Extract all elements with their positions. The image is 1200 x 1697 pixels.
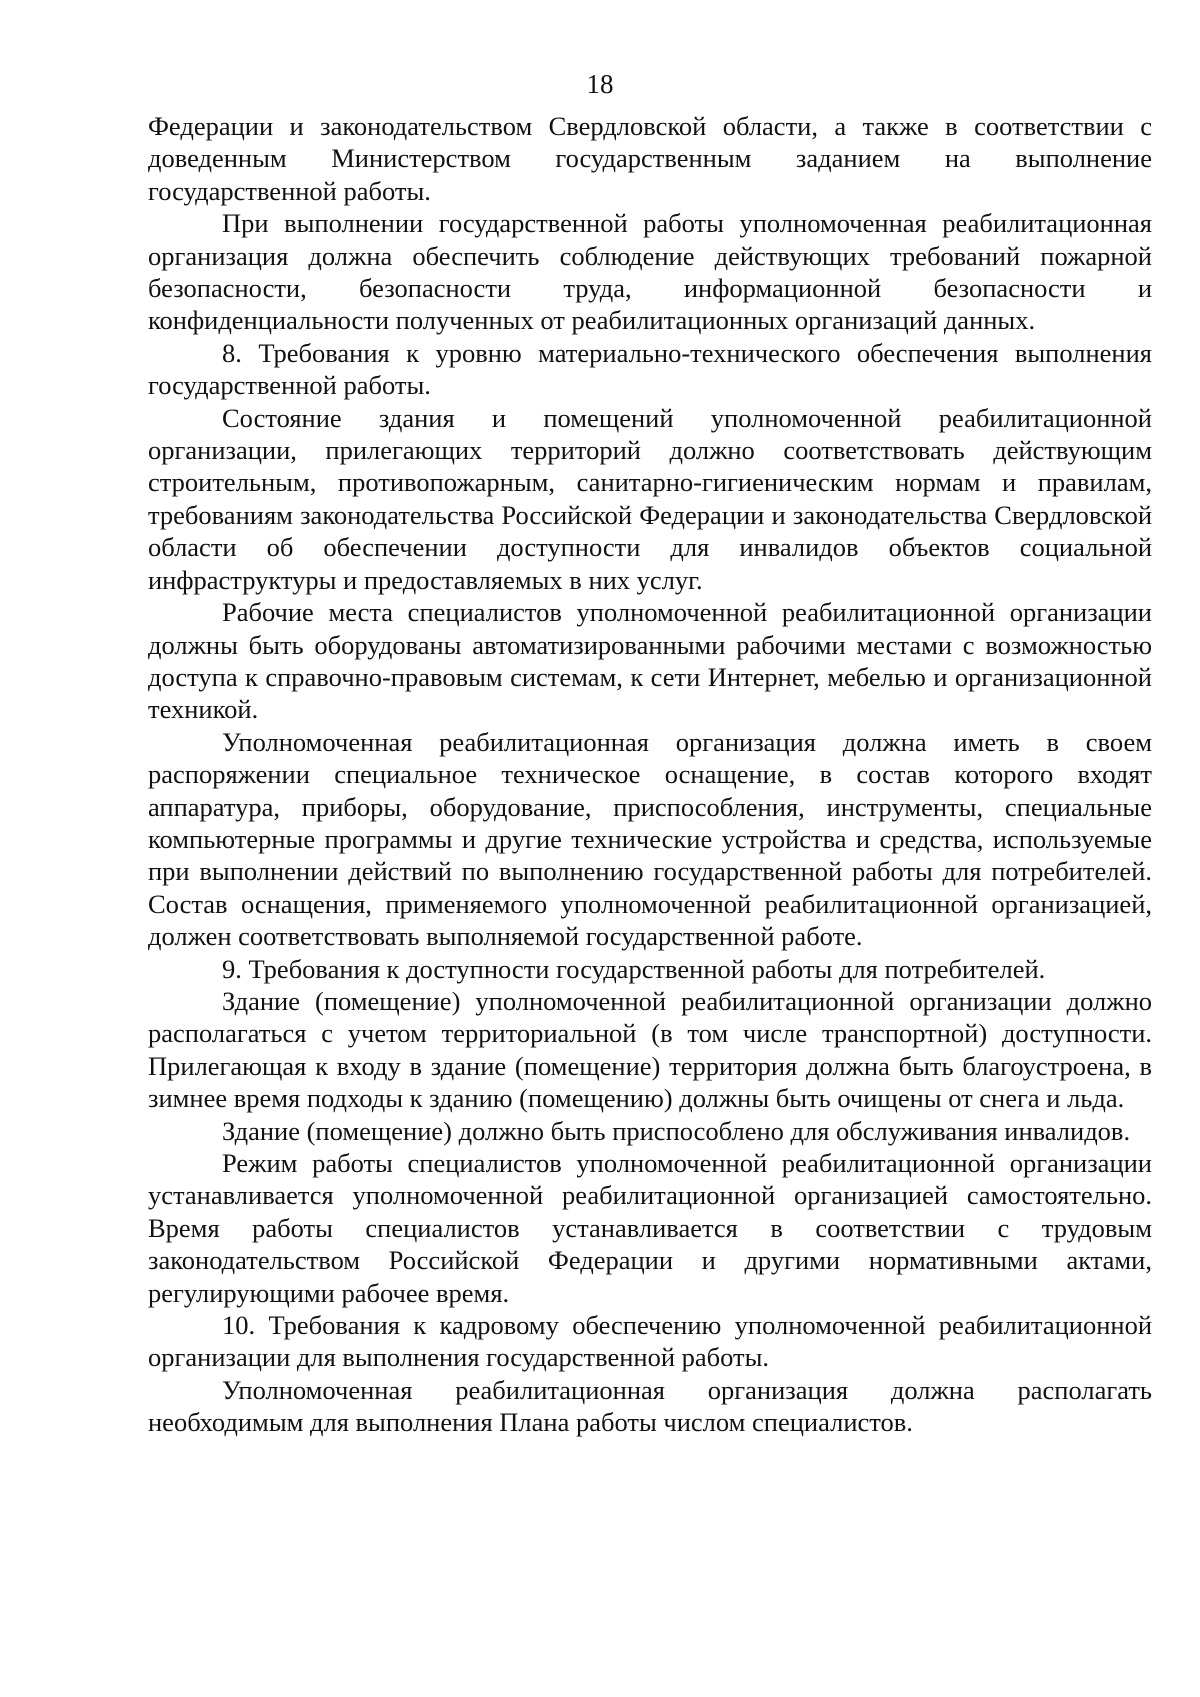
section-10-heading: 10. Требования к кадровому обеспечению уполномоченной реабилитационной организации для выполнения государственной работы. xyxy=(148,1310,1152,1373)
paragraph-12: Уполномоченная реабилитационная организация должна располагать необходимым для выполнения Плана работы числом специалистов. xyxy=(148,1374,1152,1438)
paragraph-2: При выполнении государственной работы уполномоченная реабилитационная организация должна обеспечить соблюдение действующих требований пожарной безопасности, безопасности труда, информационной безопасности и конфиденциальности полученных от реабилитационных организаций данных. xyxy=(148,208,1152,336)
paragraph-10: Режим работы специалистов уполномоченной реабилитационной организации устанавливается уполномоченной реабилитационной организацией самостоятельно. Время работы специалистов устанавливается в соответствии с трудовым законодательством Российской Федерации и другими нормативными актами, регулирующими рабочее время. xyxy=(148,1148,1152,1308)
document-body xyxy=(148,110,1152,1439)
paragraph-4: Состояние здания и помещений уполномоченной реабилитационной организации, прилегающих территорий должно соответствовать действующим строительным, противопожарным, санитарно-гигиеническим нормам и правилам, требованиям законодательства Российской Федерации и законодательства Свердловской области об обеспечении доступности для инвалидов объектов социальной инфраструктуры и предоставляемых в них услуг. xyxy=(148,402,1152,595)
page-number: 18 xyxy=(586,69,614,99)
paragraph-1: Федерации и законодательством Свердловской области, а также в соответствии с доведенным Министерством государственным заданием на выполнение государственной работы. xyxy=(148,111,1152,206)
paragraph-6: Уполномоченная реабилитационная организация должна иметь в своем распоряжении специальное техническое оснащение, в состав которого входят аппаратура, приборы, оборудование, приспособления, инструменты, специальные компьютерные программы и другие технические устройства и средства, используемые при выполнении действий по выполнению государственной работы для потребителей. Состав оснащения, применяемого уполномоченной реабилитационной организацией, должен соответствовать выполняемой государственной работе. xyxy=(148,726,1152,952)
section-8-heading: 8. Требования к уровню материально-технического обеспечения выполнения государственной работы. xyxy=(148,337,1152,401)
paragraph-9: Здание (помещение) должно быть приспособлено для обслуживания инвалидов. xyxy=(222,1115,1131,1146)
section-9-heading: 9. Требования к доступности государственной работы для потребителей. xyxy=(222,953,1046,984)
paragraph-8: Здание (помещение) уполномоченной реабилитационной организации должно располагаться с учетом территориальной (в том числе транспортной) доступности. Прилегающая к входу в здание (помещение) территория должна быть благоустроена, в зимнее время подходы к зданию (помещению) должны быть очищены от снега и льда. xyxy=(148,985,1152,1114)
paragraph-5: Рабочие места специалистов уполномоченной реабилитационной организации должны быть оборудованы автоматизированными рабочими местами с возможностью доступа к справочно-правовым системам, к сети Интернет, мебелью и организационной техникой. xyxy=(148,597,1152,725)
